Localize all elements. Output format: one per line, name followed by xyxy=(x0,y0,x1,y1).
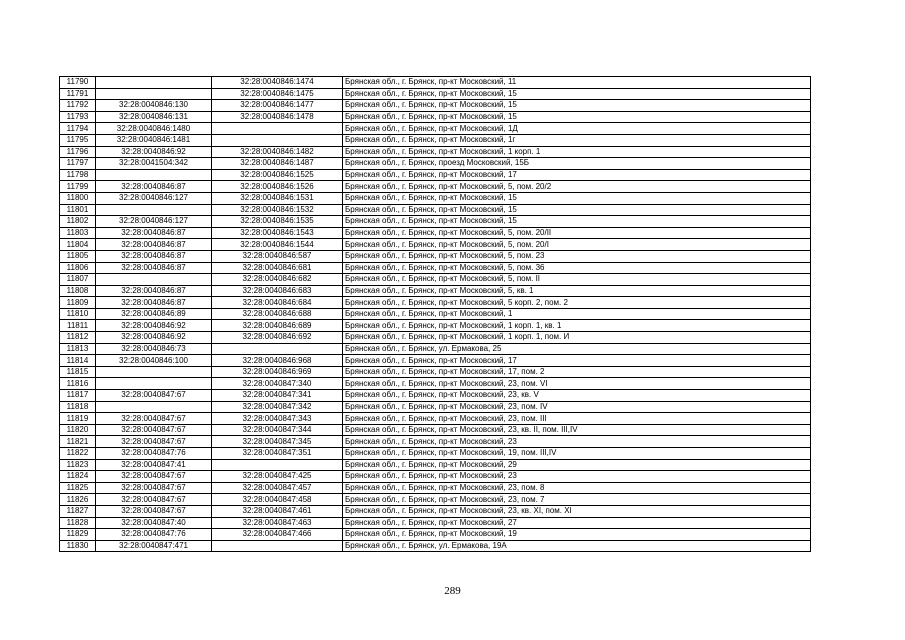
table-row xyxy=(60,181,811,193)
address-cell: Брянская обл., г. Брянск, пр-кт Московский, 1 корп. 1 xyxy=(343,146,811,158)
address-cell: Брянская обл., г. Брянск, пр-кт Московский, 15 xyxy=(343,216,811,228)
address-cell: Брянская обл., г. Брянск, пр-кт Московский, 5, пом. 20/2 xyxy=(343,181,811,193)
parent-cadastral-number-cell: 32:28:0040847:40 xyxy=(96,517,212,529)
table-row xyxy=(60,320,811,332)
row-number-cell: 11807 xyxy=(60,274,96,286)
table-row xyxy=(60,482,811,494)
table-row xyxy=(60,169,811,181)
address-cell: Брянская обл., г. Брянск, ул. Ермакова, 19А xyxy=(343,540,811,552)
address-cell: Брянская обл., г. Брянск, пр-кт Московский, 15 xyxy=(343,111,811,123)
cadastral-number-cell: 32:28:0040846:1482 xyxy=(212,146,343,158)
table-row xyxy=(60,494,811,506)
address-cell: Брянская обл., г. Брянск, пр-кт Московский, 27 xyxy=(343,517,811,529)
table-row xyxy=(60,123,811,135)
row-number-cell: 11804 xyxy=(60,239,96,251)
parent-cadastral-number-cell: 32:28:0040846:100 xyxy=(96,355,212,367)
address-cell: Брянская обл., г. Брянск, пр-кт Московский, 23 xyxy=(343,471,811,483)
address-cell: Брянская обл., г. Брянск, пр-кт Московский, 23, пом. IV xyxy=(343,401,811,413)
address-cell: Брянская обл., г. Брянск, пр-кт Московский, 23, пом. III xyxy=(343,413,811,425)
parent-cadastral-number-cell: 32:28:0040846:127 xyxy=(96,216,212,228)
row-number-cell: 11826 xyxy=(60,494,96,506)
address-cell: Брянская обл., г. Брянск, пр-кт Московский, 11 xyxy=(343,77,811,89)
row-number-cell: 11793 xyxy=(60,111,96,123)
row-number-cell: 11817 xyxy=(60,390,96,402)
parent-cadastral-number-cell: 32:28:0040847:67 xyxy=(96,471,212,483)
table-row xyxy=(60,355,811,367)
row-number-cell: 11818 xyxy=(60,401,96,413)
table-row xyxy=(60,366,811,378)
table-row xyxy=(60,192,811,204)
row-number-cell: 11828 xyxy=(60,517,96,529)
cadastral-number-cell: 32:28:0040847:457 xyxy=(212,482,343,494)
row-number-cell: 11799 xyxy=(60,181,96,193)
row-number-cell: 11802 xyxy=(60,216,96,228)
table-row xyxy=(60,262,811,274)
address-cell: Брянская обл., г. Брянск, пр-кт Московский, 5, пом. 23 xyxy=(343,250,811,262)
row-number-cell: 11801 xyxy=(60,204,96,216)
parent-cadastral-number-cell xyxy=(96,366,212,378)
row-number-cell: 11796 xyxy=(60,146,96,158)
table-row xyxy=(60,540,811,552)
parent-cadastral-number-cell: 32:28:0040846:1480 xyxy=(96,123,212,135)
parent-cadastral-number-cell: 32:28:0040846:92 xyxy=(96,320,212,332)
cadastral-number-cell: 32:28:0040846:688 xyxy=(212,308,343,320)
row-number-cell: 11820 xyxy=(60,424,96,436)
parent-cadastral-number-cell: 32:28:0040847:67 xyxy=(96,390,212,402)
parent-cadastral-number-cell: 32:28:0040847:76 xyxy=(96,529,212,541)
table-row xyxy=(60,413,811,425)
row-number-cell: 11815 xyxy=(60,366,96,378)
cadastral-number-cell: 32:28:0040846:1487 xyxy=(212,158,343,170)
parent-cadastral-number-cell: 32:28:0041504:342 xyxy=(96,158,212,170)
parent-cadastral-number-cell: 32:28:0040847:67 xyxy=(96,505,212,517)
parent-cadastral-number-cell: 32:28:0040846:87 xyxy=(96,239,212,251)
cadastral-number-cell: 32:28:0040846:1475 xyxy=(212,88,343,100)
parent-cadastral-number-cell: 32:28:0040846:87 xyxy=(96,297,212,309)
table-row xyxy=(60,390,811,402)
cadastral-number-cell: 32:28:0040847:425 xyxy=(212,471,343,483)
table-row xyxy=(60,204,811,216)
address-cell: Брянская обл., г. Брянск, пр-кт Московский, 1г xyxy=(343,134,811,146)
parent-cadastral-number-cell: 32:28:0040847:67 xyxy=(96,494,212,506)
table-row xyxy=(60,505,811,517)
row-number-cell: 11821 xyxy=(60,436,96,448)
cadastral-number-cell: 32:28:0040846:682 xyxy=(212,274,343,286)
address-cell: Брянская обл., г. Брянск, пр-кт Московский, 5, пом. 20/II xyxy=(343,227,811,239)
table-row xyxy=(60,529,811,541)
cadastral-number-cell: 32:28:0040847:342 xyxy=(212,401,343,413)
parent-cadastral-number-cell: 32:28:0040846:87 xyxy=(96,250,212,262)
row-number-cell: 11798 xyxy=(60,169,96,181)
row-number-cell: 11790 xyxy=(60,77,96,89)
cadastral-number-cell: 32:28:0040847:344 xyxy=(212,424,343,436)
cadastral-number-cell: 32:28:0040846:1478 xyxy=(212,111,343,123)
cadastral-number-cell: 32:28:0040846:689 xyxy=(212,320,343,332)
cadastral-number-cell: 32:28:0040847:466 xyxy=(212,529,343,541)
row-number-cell: 11816 xyxy=(60,378,96,390)
parent-cadastral-number-cell: 32:28:0040846:87 xyxy=(96,285,212,297)
parent-cadastral-number-cell: 32:28:0040846:87 xyxy=(96,227,212,239)
row-number-cell: 11806 xyxy=(60,262,96,274)
address-cell: Брянская обл., г. Брянск, пр-кт Московский, 5, пом. II xyxy=(343,274,811,286)
cadastral-number-cell: 32:28:0040846:1474 xyxy=(212,77,343,89)
parent-cadastral-number-cell: 32:28:0040846:92 xyxy=(96,332,212,344)
table-row xyxy=(60,134,811,146)
table-row xyxy=(60,158,811,170)
table-row xyxy=(60,285,811,297)
table-row xyxy=(60,424,811,436)
row-number-cell: 11829 xyxy=(60,529,96,541)
parent-cadastral-number-cell: 32:28:0040847:471 xyxy=(96,540,212,552)
parent-cadastral-number-cell: 32:28:0040847:67 xyxy=(96,482,212,494)
cadastral-number-cell: 32:28:0040846:1531 xyxy=(212,192,343,204)
parent-cadastral-number-cell: 32:28:0040846:127 xyxy=(96,192,212,204)
cadastral-number-cell: 32:28:0040847:463 xyxy=(212,517,343,529)
cadastral-number-cell: 32:28:0040846:1532 xyxy=(212,204,343,216)
address-cell: Брянская обл., г. Брянск, пр-кт Московский, 1 корп. 1, кв. 1 xyxy=(343,320,811,332)
address-cell: Брянская обл., г. Брянск, пр-кт Московский, 17, пом. 2 xyxy=(343,366,811,378)
table-row xyxy=(60,146,811,158)
row-number-cell: 11825 xyxy=(60,482,96,494)
row-number-cell: 11824 xyxy=(60,471,96,483)
parent-cadastral-number-cell xyxy=(96,378,212,390)
cadastral-number-cell xyxy=(212,459,343,471)
parent-cadastral-number-cell: 32:28:0040847:41 xyxy=(96,459,212,471)
address-cell: Брянская обл., г. Брянск, пр-кт Московский, 5, пом. 20/I xyxy=(343,239,811,251)
address-cell: Брянская обл., г. Брянск, пр-кт Московский, 15 xyxy=(343,204,811,216)
table-row xyxy=(60,448,811,460)
parent-cadastral-number-cell: 32:28:0040846:73 xyxy=(96,343,212,355)
table-row xyxy=(60,216,811,228)
row-number-cell: 11814 xyxy=(60,355,96,367)
address-cell: Брянская обл., г. Брянск, пр-кт Московский, 1 xyxy=(343,308,811,320)
parent-cadastral-number-cell: 32:28:0040847:67 xyxy=(96,413,212,425)
row-number-cell: 11810 xyxy=(60,308,96,320)
address-cell: Брянская обл., г. Брянск, пр-кт Московский, 1 корп. 1, пом. И xyxy=(343,332,811,344)
cadastral-number-cell: 32:28:0040847:351 xyxy=(212,448,343,460)
row-number-cell: 11795 xyxy=(60,134,96,146)
cadastral-number-cell: 32:28:0040847:461 xyxy=(212,505,343,517)
table-row xyxy=(60,459,811,471)
cadastral-number-cell xyxy=(212,123,343,135)
parent-cadastral-number-cell: 32:28:0040846:89 xyxy=(96,308,212,320)
address-cell: Брянская обл., г. Брянск, пр-кт Московский, 5, пом. 36 xyxy=(343,262,811,274)
row-number-cell: 11797 xyxy=(60,158,96,170)
cadastral-number-cell: 32:28:0040846:684 xyxy=(212,297,343,309)
address-cell: Брянская обл., г. Брянск, пр-кт Московский, 19, пом. III,IV xyxy=(343,448,811,460)
row-number-cell: 11813 xyxy=(60,343,96,355)
address-cell: Брянская обл., г. Брянск, пр-кт Московский, 15 xyxy=(343,100,811,112)
cadastral-number-cell: 32:28:0040847:343 xyxy=(212,413,343,425)
address-cell: Брянская обл., г. Брянск, пр-кт Московский, 29 xyxy=(343,459,811,471)
address-cell: Брянская обл., г. Брянск, пр-кт Московский, 1Д xyxy=(343,123,811,135)
cadastral-number-cell: 32:28:0040846:1544 xyxy=(212,239,343,251)
table-body xyxy=(60,77,811,552)
parent-cadastral-number-cell xyxy=(96,77,212,89)
row-number-cell: 11812 xyxy=(60,332,96,344)
address-cell: Брянская обл., г. Брянск, проезд Московский, 15Б xyxy=(343,158,811,170)
page-number: 289 xyxy=(444,585,461,597)
cadastral-number-cell: 32:28:0040847:341 xyxy=(212,390,343,402)
parent-cadastral-number-cell: 32:28:0040846:131 xyxy=(96,111,212,123)
cadastral-number-cell: 32:28:0040846:1535 xyxy=(212,216,343,228)
cadastral-number-cell xyxy=(212,540,343,552)
parent-cadastral-number-cell: 32:28:0040847:67 xyxy=(96,436,212,448)
row-number-cell: 11800 xyxy=(60,192,96,204)
address-cell: Брянская обл., г. Брянск, пр-кт Московский, 17 xyxy=(343,169,811,181)
cadastral-number-cell: 32:28:0040846:1543 xyxy=(212,227,343,239)
cadastral-number-cell: 32:28:0040846:683 xyxy=(212,285,343,297)
table-row xyxy=(60,100,811,112)
row-number-cell: 11830 xyxy=(60,540,96,552)
parent-cadastral-number-cell: 32:28:0040846:1481 xyxy=(96,134,212,146)
table-row xyxy=(60,332,811,344)
address-cell: Брянская обл., г. Брянск, ул. Ермакова, 25 xyxy=(343,343,811,355)
parent-cadastral-number-cell xyxy=(96,204,212,216)
row-number-cell: 11805 xyxy=(60,250,96,262)
address-cell: Брянская обл., г. Брянск, пр-кт Московский, 23, пом. VI xyxy=(343,378,811,390)
address-cell: Брянская обл., г. Брянск, пр-кт Московский, 5 корп. 2, пом. 2 xyxy=(343,297,811,309)
parent-cadastral-number-cell: 32:28:0040846:87 xyxy=(96,181,212,193)
table-row xyxy=(60,88,811,100)
cadastral-number-cell xyxy=(212,343,343,355)
cadastral-number-cell: 32:28:0040846:1477 xyxy=(212,100,343,112)
table-row xyxy=(60,250,811,262)
row-number-cell: 11827 xyxy=(60,505,96,517)
table-row xyxy=(60,274,811,286)
address-cell: Брянская обл., г. Брянск, пр-кт Московский, 5, кв. 1 xyxy=(343,285,811,297)
address-cell: Брянская обл., г. Брянск, пр-кт Московский, 23, кв. II, пом. III,IV xyxy=(343,424,811,436)
row-number-cell: 11808 xyxy=(60,285,96,297)
parent-cadastral-number-cell: 32:28:0040847:67 xyxy=(96,424,212,436)
row-number-cell: 11809 xyxy=(60,297,96,309)
cadastral-number-cell: 32:28:0040846:1525 xyxy=(212,169,343,181)
row-number-cell: 11803 xyxy=(60,227,96,239)
table-row xyxy=(60,111,811,123)
table-row xyxy=(60,436,811,448)
address-cell: Брянская обл., г. Брянск, пр-кт Московский, 19 xyxy=(343,529,811,541)
row-number-cell: 11794 xyxy=(60,123,96,135)
row-number-cell: 11823 xyxy=(60,459,96,471)
address-cell: Брянская обл., г. Брянск, пр-кт Московский, 15 xyxy=(343,88,811,100)
address-cell: Брянская обл., г. Брянск, пр-кт Московский, 23 xyxy=(343,436,811,448)
parent-cadastral-number-cell: 32:28:0040846:87 xyxy=(96,262,212,274)
table-row xyxy=(60,77,811,89)
table-row xyxy=(60,239,811,251)
parent-cadastral-number-cell xyxy=(96,401,212,413)
parent-cadastral-number-cell: 32:28:0040846:92 xyxy=(96,146,212,158)
address-cell: Брянская обл., г. Брянск, пр-кт Московский, 23, кв. XI, пом. XI xyxy=(343,505,811,517)
parent-cadastral-number-cell: 32:28:0040847:76 xyxy=(96,448,212,460)
row-number-cell: 11792 xyxy=(60,100,96,112)
cadastral-table xyxy=(59,76,811,552)
address-cell: Брянская обл., г. Брянск, пр-кт Московский, 23, пом. 8 xyxy=(343,482,811,494)
row-number-cell: 11811 xyxy=(60,320,96,332)
cadastral-number-cell: 32:28:0040846:1526 xyxy=(212,181,343,193)
cadastral-number-cell: 32:28:0040847:458 xyxy=(212,494,343,506)
cadastral-number-cell xyxy=(212,134,343,146)
table-row xyxy=(60,308,811,320)
cadastral-number-cell: 32:28:0040847:345 xyxy=(212,436,343,448)
address-cell: Брянская обл., г. Брянск, пр-кт Московский, 23, кв. V xyxy=(343,390,811,402)
cadastral-number-cell: 32:28:0040846:587 xyxy=(212,250,343,262)
cadastral-number-cell: 32:28:0040846:969 xyxy=(212,366,343,378)
row-number-cell: 11822 xyxy=(60,448,96,460)
row-number-cell: 11791 xyxy=(60,88,96,100)
cadastral-number-cell: 32:28:0040846:681 xyxy=(212,262,343,274)
table-row xyxy=(60,401,811,413)
cadastral-number-cell: 32:28:0040846:692 xyxy=(212,332,343,344)
parent-cadastral-number-cell xyxy=(96,88,212,100)
table-row xyxy=(60,471,811,483)
table-row xyxy=(60,378,811,390)
address-cell: Брянская обл., г. Брянск, пр-кт Московский, 23, пом. 7 xyxy=(343,494,811,506)
parent-cadastral-number-cell xyxy=(96,274,212,286)
table-row xyxy=(60,343,811,355)
parent-cadastral-number-cell: 32:28:0040846:130 xyxy=(96,100,212,112)
row-number-cell: 11819 xyxy=(60,413,96,425)
address-cell: Брянская обл., г. Брянск, пр-кт Московский, 17 xyxy=(343,355,811,367)
address-cell: Брянская обл., г. Брянск, пр-кт Московский, 15 xyxy=(343,192,811,204)
table-row xyxy=(60,517,811,529)
cadastral-number-cell: 32:28:0040847:340 xyxy=(212,378,343,390)
table-row xyxy=(60,297,811,309)
parent-cadastral-number-cell xyxy=(96,169,212,181)
cadastral-number-cell: 32:28:0040846:968 xyxy=(212,355,343,367)
table-row xyxy=(60,227,811,239)
